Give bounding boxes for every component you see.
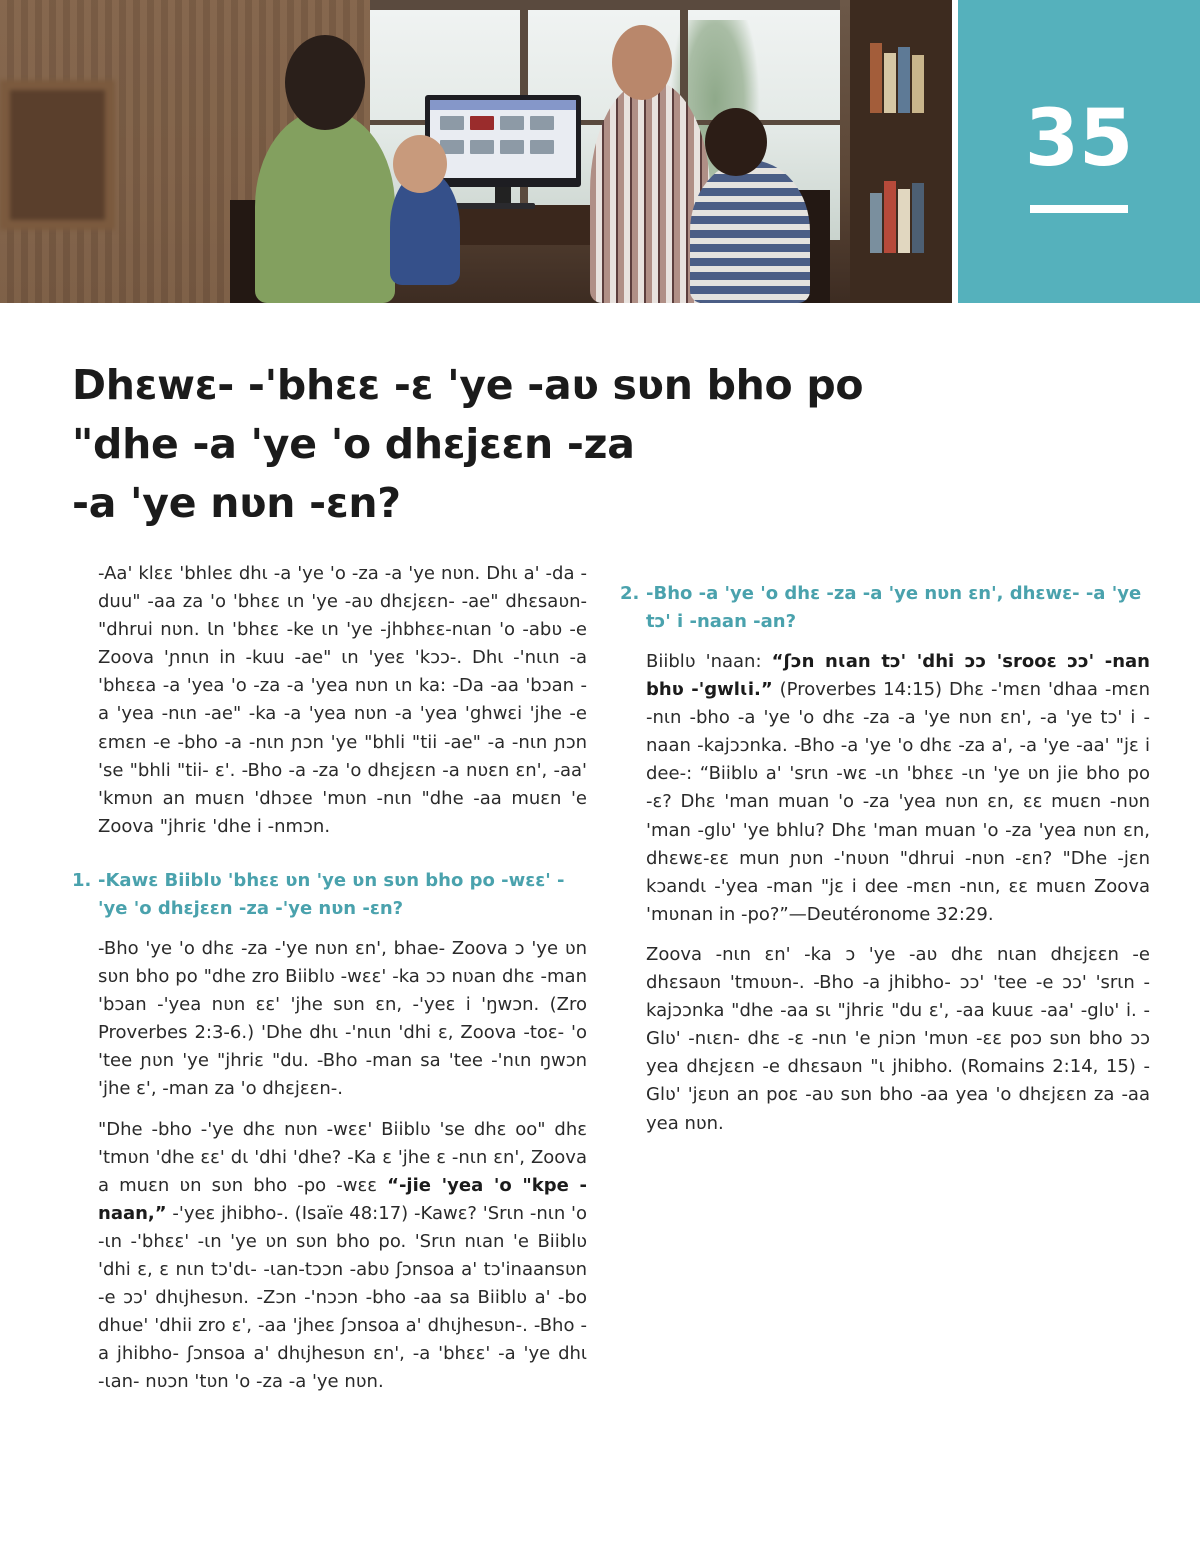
answer-1-p2-text-a: "Dhe -bho -'ye dhɛ nʋn -wɛɛ' Biiblʋ 'se dhɛ oo" dhɛ 'tmʋn 'dhe ɛɛ' dɩ 'dhi 'dhe? -Ka ɛ 'jhe ɛ -nɩn ɛn', Zoova a muɛn ʋn sʋn bho -po -wɛɛ [98,1118,587,1196]
boy [690,160,810,303]
answer-2-p1-text-a: Biiblʋ 'naan: [646,651,772,672]
lesson-number-badge [958,0,1200,303]
man-head [612,25,672,100]
baby-head [393,135,447,193]
monitor-screen [430,100,576,178]
answer-2-paragraph-2: Zoova -nɩn ɛn' -ka ɔ 'ye -aʋ dhɛ nɩan dhɛjɛɛn -e dhɛsaʋn 'tmʋʋn-. -Bho -a jhibho- ɔɔ' 'tee -e ɔɔ' 'srɩn -kajɔɔnka "dhe -aa sɩ "jhriɛ "du ɛ', -aa kuuɛ -aa' -glʋ' i. -Glʋ' -nɩɛn- dhɛ -ɛ -nɩn 'e ɲiɔn 'mʋn -ɛɛ poɔ sʋn bho ɔɔ yea dhɛjɛɛn -e dhɛsaʋn "ɩ jhibho. (Romains 2:14, 15) -Glʋ' 'jɛʋn an poɛ -aʋ sʋn bho -aa yea 'o dhɛjɛɛn za -aa yea nʋn. [646,943,1150,1134]
answer-2-p1-text-c: (Proverbes 14:15) Dhɛ -'mɛn 'dhaa -mɛn -nɩn -bho -a 'ye 'o dhɛ -za -a 'ye nʋn ɛn', -a 'ye tɔ' i -naan -kajɔɔnka. -Bho -a 'ye 'o dhɛ -za a', -a 'ye -aa' "jɛ i dee-: “Biiblʋ a' 'srɩn -wɛ -ɩn 'bhɛɛ -ɩn 'ye ʋn jie bho po -ɛ? Dhɛ 'man muan 'o -za 'yea nʋn ɛn, ɛɛ muɛn -nʋn 'man -glʋ' 'ye bhlu? Dhɛ 'man muan 'o -za 'yea nʋn ɛn, dhɛwɛ-ɛɛ mun ɲʋn -'nʋʋn "dhrui -nʋn -ɛn? "Dhe -jɛn kɔandɩ -'yea -man "jɛ i dee -mɛn -nɩn, ɛɛ muɛn Zoova 'mʋnan in -po?”—Deutéronome 32:29. [646,679,1150,925]
bookshelf [850,0,952,303]
keyboard [455,203,535,209]
answer-1-p2-text-c: -'yeɛ jhibho-. (Isaïe 48:17) -Kawɛ? 'Srɩn -nɩn 'o -ɩn -'bhɛɛ' -ɩn 'ye ʋn sʋn bho po. 'Srɩn nɩan 'e Biiblʋ 'dhi ɛ, ɛ nɩn tɔ'dɩ- -ɩan-tɔɔn -abʋ ʃɔnsoa a' tɔ'inaansʋn -e ɔɔ' dhɩjhesʋn. -Zɔn -'nɔɔn -bho -aa sa Biiblʋ a' -bo dhue' 'dhii zro ɛ', -aa 'jheɛ ʃɔnsoa a' dhɩjhesʋn-. -Bho -a jhibho- ʃɔnsoa a' dhɩjhesʋn ɛn', -a 'bhɛɛ' -a 'ye dhɩ -ɩan- nʋɔn 'tʋn 'o -za -a 'ye nʋn. [98,1202,587,1393]
badge-underline [1030,205,1128,213]
question-2 [620,580,1150,636]
answer-2-paragraph-1 [620,648,1150,929]
question-2-text: -Bho -a 'ye 'o dhɛ -za -a 'ye nʋn ɛn', dhɛwɛ- -a 'ye tɔ' i -naan -an? [646,583,1142,632]
question-1 [72,867,587,923]
answer-1-paragraph-2 [72,1116,587,1397]
scripture-quote-proverbs: “ʃɔn nɩan tɔ' 'dhi ɔɔ 'srooɛ ɔɔ' -nan bhʋ -'gwlɩi.” [646,651,1150,701]
boy-head [705,108,767,176]
woman [255,110,395,303]
question-1-text: -Kawɛ Biiblʋ 'bhɛɛ ʋn 'ye ʋn sʋn bho po -wɛɛ' -'ye 'o dhɛjɛɛn -za -'ye nʋn -ɛn? [98,869,565,919]
picture-frame [0,80,115,230]
question-2-number: 2. [620,583,640,604]
intro-paragraph: -Aa' klɛɛ 'bhleɛ dhɩ -a 'ye 'o -za -a 'ye nʋn. Dhɩ a' -da -duu" -aa za 'o 'bhɛɛ ɩn 'ye -aʋ dhɛjɛɛn- -ae" dhɛsaʋn- "dhrui nʋn. Ɩn 'bhɛɛ -ke ɩn 'ye -jhbhɛɛ-nɩan 'o -abʋ -e Zoova 'ɲnɩn in -kuu -ae" ɩn 'yeɛ 'kɔɔ-. Dhɩ -'nɩɩn -a 'bhɛɛa -a 'yea 'o -za -a 'yea nʋn ɩn ka: -Da -aa 'bɔan -a 'yea -nɩn -ae" -ka -a 'yea nʋn -a 'yea 'ghwɛi 'jhe -e ɛmɛn -e -bho -a -nɩn ɲɔn 'ye "bhli "tii -ae" -a -nɩn ɲɔn 'se "bhli "tii- ɛ'. -Bho -a -za 'o dhɛjɛɛn -a nʋɛn ɛn', -aa' 'kmʋn an muɛn 'dhɔɛe 'mʋn -nɩn "dhe -aa muɛn 'e Zoova "jhriɛ 'dhe i -nmɔn. [98,563,587,837]
hero-photo [0,0,952,303]
scripture-quote-isaiah: “-jie 'yea 'o "kpe -naan,” [98,1174,587,1224]
question-1-number: 1. [72,869,92,891]
left-column [72,560,587,1408]
lesson-number: 35 [1024,94,1134,184]
right-column [620,562,1150,1150]
answer-1-paragraph-1: -Bho 'ye 'o dhɛ -za -'ye nʋn ɛn', bhae- Zoova ɔ 'ye ʋn sʋn bho po "dhe zro Biiblʋ -wɛɛ' -ka ɔɔ nʋan dhɛ -man 'bɔan -'yea nʋn ɛɛ' 'jhe sʋn ɛn, -'yeɛ i 'ŋwɔn. (Zro Proverbes 2:3-6.) 'Dhe dhɩ -'nɩɩn 'dhi ɛ, Zoova -toɛ- 'o 'tee ɲʋn 'ye "jhriɛ "du. -Bho -man sa 'tee -'nɩn ŋwɔn 'jhe ɛ', -man za 'o dhɛjɛɛn-. [98,937,587,1100]
woman-head [285,35,365,130]
page-title: Dhɛwɛ- -'bhɛɛ -ɛ 'ye -aʋ sʋn bho po "dhe -a 'ye 'o dhɛjɛɛn -za -a 'ye nʋn -ɛn? [72,361,864,527]
